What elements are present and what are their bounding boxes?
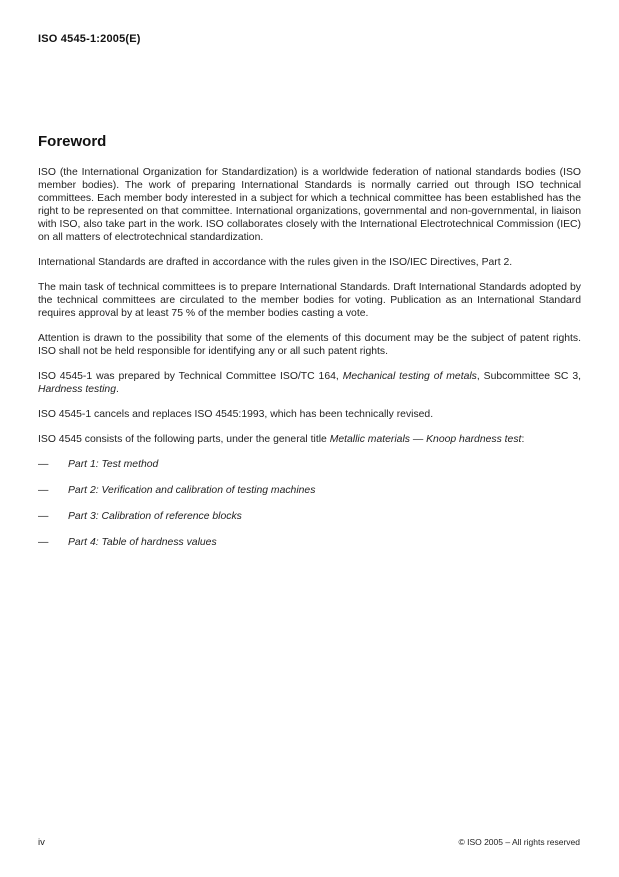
text-segment: ISO 4545 consists of the following parts, under the general title <box>38 434 330 445</box>
document-reference: ISO 4545-1:2005(E) <box>38 33 141 45</box>
list-dash: — <box>38 459 49 470</box>
text-segment: . <box>115 384 119 395</box>
paragraph-patent-rights: Attention is drawn to the possibility that some of the elements of this document may be the subject of patent rights. ISO shall not be held responsible for identifying any or all such patent rights. <box>38 333 581 357</box>
subcommittee-name-italic: Hardness testing <box>38 384 116 395</box>
list-item-part3 <box>38 510 581 523</box>
list-dash: — <box>38 511 49 522</box>
list-dash: — <box>38 485 49 496</box>
text-segment: : <box>521 434 525 445</box>
paragraph-iso-federation: ISO (the International Organization for Standardization) is a worldwide federation of national standards bodies (ISO member bodies). The work of preparing International Standards is normally carried out through ISO technical committees. Each member body interested in a subject for which a technical committee has been established has the right to be represented on that committee. International organizations, governmental and non-governmental, in liaison with ISO, also take part in the work. ISO collaborates closely with the International Electrotechnical Commission (IEC) on all matters of electrotechnical standardization. <box>38 167 581 243</box>
copyright-notice: © ISO 2005 – All rights reserved <box>458 837 580 847</box>
list-item-part2 <box>38 484 581 497</box>
list-item-text: Part 3: Calibration of reference blocks <box>68 511 242 522</box>
list-dash: — <box>38 537 49 548</box>
committee-name-italic: Mechanical testing of metals <box>342 371 477 382</box>
list-item-text: Part 4: Table of hardness values <box>68 537 217 548</box>
paragraph-parts-intro <box>38 433 581 446</box>
text-segment: ISO 4545-1 was prepared by Technical Committee ISO/TC 164, <box>38 371 343 382</box>
text-segment: , Subcommittee SC 3, <box>476 371 581 382</box>
list-item-text: Part 1: Test method <box>68 459 159 470</box>
paragraph-main-task: The main task of technical committees is to prepare International Standards. Draft International Standards adopted by the technical committees are circulated to the member bodies for voting. Publication as an International Standard requires approval by at least 75 % of the member bodies casting a vote. <box>38 282 581 319</box>
paragraph-prepared-by <box>38 370 581 396</box>
page-number: iv <box>38 837 45 848</box>
page-footer <box>38 837 580 848</box>
list-item-text: Part 2: Verification and calibration of testing machines <box>68 485 316 496</box>
foreword-title: Foreword <box>38 133 107 150</box>
paragraph-directives: International Standards are drafted in accordance with the rules given in the ISO/IEC Directives, Part 2. <box>38 257 513 268</box>
list-item-part4 <box>38 536 581 549</box>
paragraph-cancels-replaces: ISO 4545-1 cancels and replaces ISO 4545:1993, which has been technically revised. <box>38 409 434 420</box>
series-title-italic: Metallic materials — Knoop hardness test <box>329 434 522 445</box>
list-item-part1 <box>38 458 581 471</box>
foreword-section <box>38 132 581 562</box>
